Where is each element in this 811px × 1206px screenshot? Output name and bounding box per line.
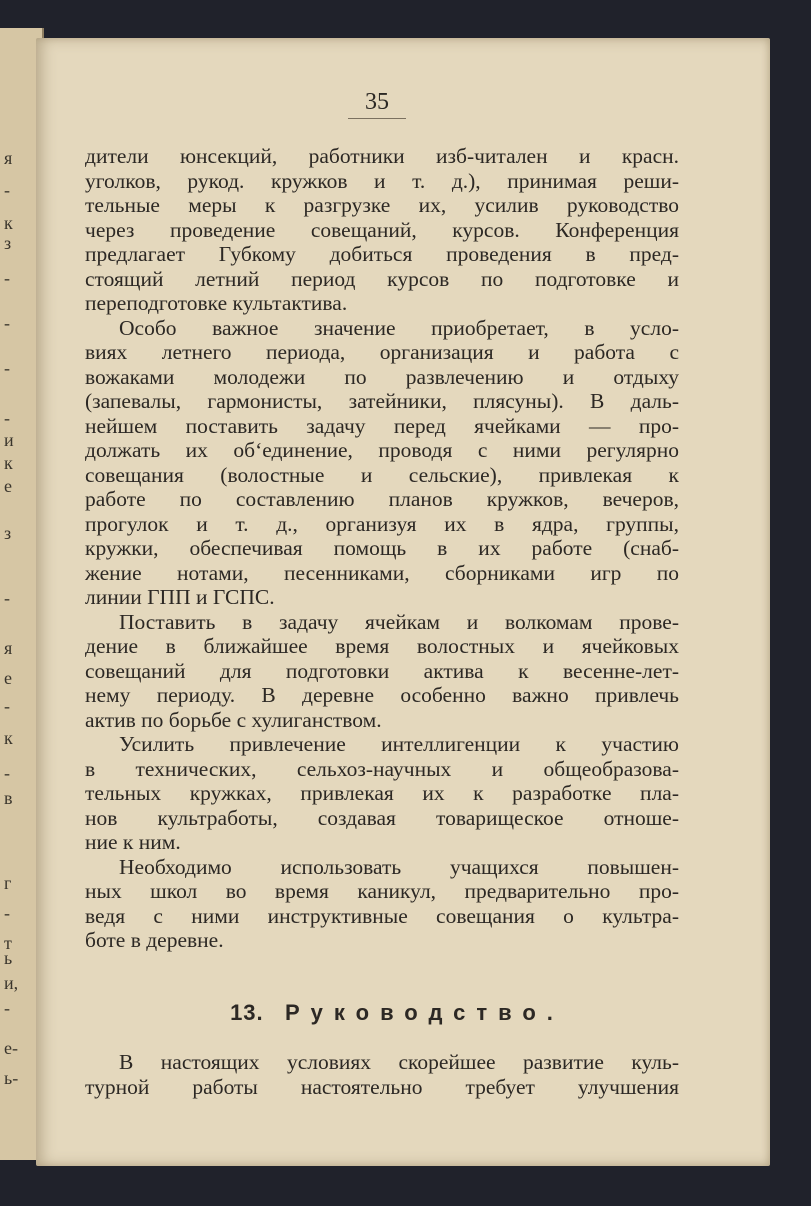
section-heading (30, 1000, 764, 1026)
facing-page-fragment: я (4, 148, 13, 168)
text-line: совещаний для подготовки актива к весенне-лет- (85, 658, 679, 683)
text-line: вожаками молодежи по развлечению и отдыху (85, 364, 679, 389)
facing-page-fragment: е- (4, 1038, 18, 1058)
text-line: виях летнего периода, организация и работа с (85, 340, 679, 364)
section-title: Руководство. (285, 1000, 564, 1025)
text-line: Усилить привлечение интеллигенции к участию (119, 732, 679, 756)
text-line: ведя с ними инструктивные совещания о культра- (85, 903, 679, 928)
facing-page-fragment: и (4, 430, 14, 450)
facing-page-fragment: ь- (4, 1068, 19, 1088)
facing-page-fragment: - (4, 180, 10, 200)
text-line: предлагает Губкому добиться проведения в пред- (85, 242, 679, 266)
facing-page-fragment: - (4, 696, 10, 716)
facing-page-fragment: - (4, 903, 10, 923)
facing-page-fragment: - (4, 408, 10, 428)
section-number: 13. (230, 1000, 264, 1025)
text-line: стоящий летний период курсов по подготовке и (85, 266, 679, 291)
text-line: дение в ближайшее время волостных и ячейковых (85, 634, 679, 658)
text-line: тельных кружках, привлекая их к разработке пла- (85, 781, 679, 805)
facing-page-fragment: т (4, 933, 12, 953)
text-line: дители юнсекций, работники изб-читален и красн. (85, 144, 679, 168)
text-line: В настоящих условиях скорейшее развитие куль- (119, 1050, 679, 1074)
page-number: 35 (10, 89, 744, 119)
text-line: Необходимо использовать учащихся повышен- (119, 854, 679, 879)
text-line: (запевалы, гармонисты, затейники, плясуны). В даль- (85, 389, 679, 413)
facing-page-fragment: - (4, 763, 10, 783)
text-line: ние к ним. (85, 830, 181, 854)
facing-page-fragment: к (4, 453, 13, 473)
text-line: работе по составлению планов кружков, вечеров, (85, 487, 679, 511)
facing-page-fragment: - (4, 998, 10, 1018)
text-line: тельные меры к разгрузке их, усилив руководство (85, 193, 679, 217)
text-line: актив по борьбе с хулиганством. (85, 707, 382, 732)
text-line: Особо важное значение приобретает, в усло- (119, 315, 679, 340)
facing-page-fragment: к (4, 728, 13, 748)
facing-page-fragment: е (4, 476, 12, 496)
section-body-text (85, 1050, 679, 1099)
facing-page-fragment: з (4, 523, 12, 543)
text-line: ных школ во время каникул, предварительно про- (85, 879, 679, 903)
book-page (36, 38, 770, 1166)
text-line: кружки, обеспечивая помощь в их работе (снаб- (85, 536, 679, 560)
facing-page-fragment: - (4, 358, 10, 378)
text-line: нов культработы, создавая товарищеское отноше- (85, 805, 679, 830)
text-line: совещания (волостные и сельские), привлекая к (85, 462, 679, 487)
facing-page-fragment: ь (4, 948, 13, 968)
text-line: уголков, рукод. кружков и т. д.), принимая реши- (85, 168, 679, 193)
text-line: прогулок и т. д., организуя их в ядра, группы, (85, 511, 679, 536)
facing-page-fragment: з (4, 233, 12, 253)
text-line: переподготовке культактива. (85, 291, 348, 315)
facing-page-fragment: я (4, 638, 13, 658)
text-line: жение нотами, песенниками, сборниками игр по (85, 560, 679, 585)
text-line: нему периоду. В деревне особенно важно привлечь (85, 683, 679, 707)
facing-page-fragment: г (4, 873, 12, 893)
facing-page-fragment: к (4, 213, 13, 233)
facing-page-fragment: в (4, 788, 13, 808)
facing-page-fragment: е (4, 668, 12, 688)
text-line: должать их об‘единение, проводя с ними регулярно (85, 438, 679, 462)
text-line: в технических, сельхоз-научных и общеобразова- (85, 756, 679, 781)
text-line: Поставить в задачу ячейкам и волкомам прове- (119, 609, 679, 634)
text-line: нейшем поставить задачу перед ячейками — про- (85, 413, 679, 438)
facing-page-fragment: - (4, 313, 10, 333)
text-line: боте в деревне. (85, 928, 224, 952)
text-line: линии ГПП и ГСПС. (85, 585, 275, 609)
text-line: турной работы настоятельно требует улучшения (85, 1074, 679, 1099)
facing-page-fragment: - (4, 588, 10, 608)
facing-page-fragment: и, (4, 973, 19, 993)
facing-page-fragment: - (4, 268, 10, 288)
body-text (85, 144, 679, 953)
text-line: через проведение совещаний, курсов. Конференция (85, 217, 679, 242)
